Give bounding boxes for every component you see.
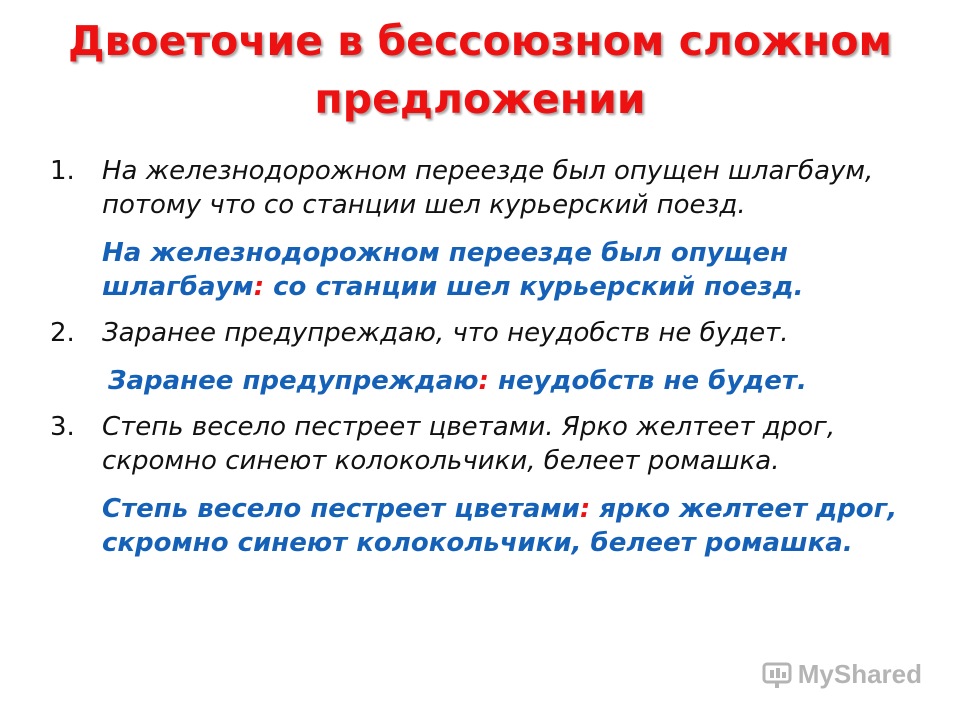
example-item-3 — [50, 410, 930, 560]
examples-list — [50, 154, 930, 572]
rewrite-part-after: со станции шел курьерский поезд. — [264, 272, 804, 302]
rewrite-part-before: На железнодорожном переезде был опущен шлагбаум — [102, 238, 788, 302]
rewritten-sentence — [102, 236, 930, 304]
title-line-1: Двоеточие в бессоюзном сложном — [67, 17, 893, 65]
item-number: 3 . — [50, 410, 75, 444]
slide-title — [0, 12, 960, 128]
rewritten-sentence — [102, 492, 930, 560]
example-item-1 — [50, 154, 930, 304]
item-number: 1 . — [50, 154, 75, 188]
myshared-logo-icon — [762, 660, 792, 690]
item-number: 2 . — [50, 316, 75, 350]
rewrite-part-after: ярко желтеет дрог, скромно синеют колокольчики, белеет ромашка. — [102, 494, 898, 558]
original-sentence: Заранее предупреждаю, что неудобств не будет. — [102, 318, 789, 348]
colon-mark: : — [253, 272, 265, 302]
original-sentence: Степь весело пестреет цветами. Ярко желтеет дрог, скромно синеют колокольчики, белеет ромашка. — [102, 412, 836, 476]
rewrite-part-after: неудобств не будет. — [488, 366, 807, 396]
rewrite-part-before: Степь весело пестреет цветами — [102, 494, 580, 524]
example-item-2 — [50, 316, 930, 398]
colon-mark: : — [579, 494, 591, 524]
watermark-text: MyShared — [797, 659, 922, 689]
original-sentence: На железнодорожном переезде был опущен шлагбаум, потому что со станции шел курьерский поезд. — [102, 156, 874, 220]
rewritten-sentence — [102, 364, 930, 398]
colon-mark: : — [478, 366, 489, 396]
rewrite-part-before: Заранее предупреждаю — [108, 366, 479, 396]
watermark — [762, 659, 922, 690]
title-line-2: предложении — [314, 75, 646, 123]
